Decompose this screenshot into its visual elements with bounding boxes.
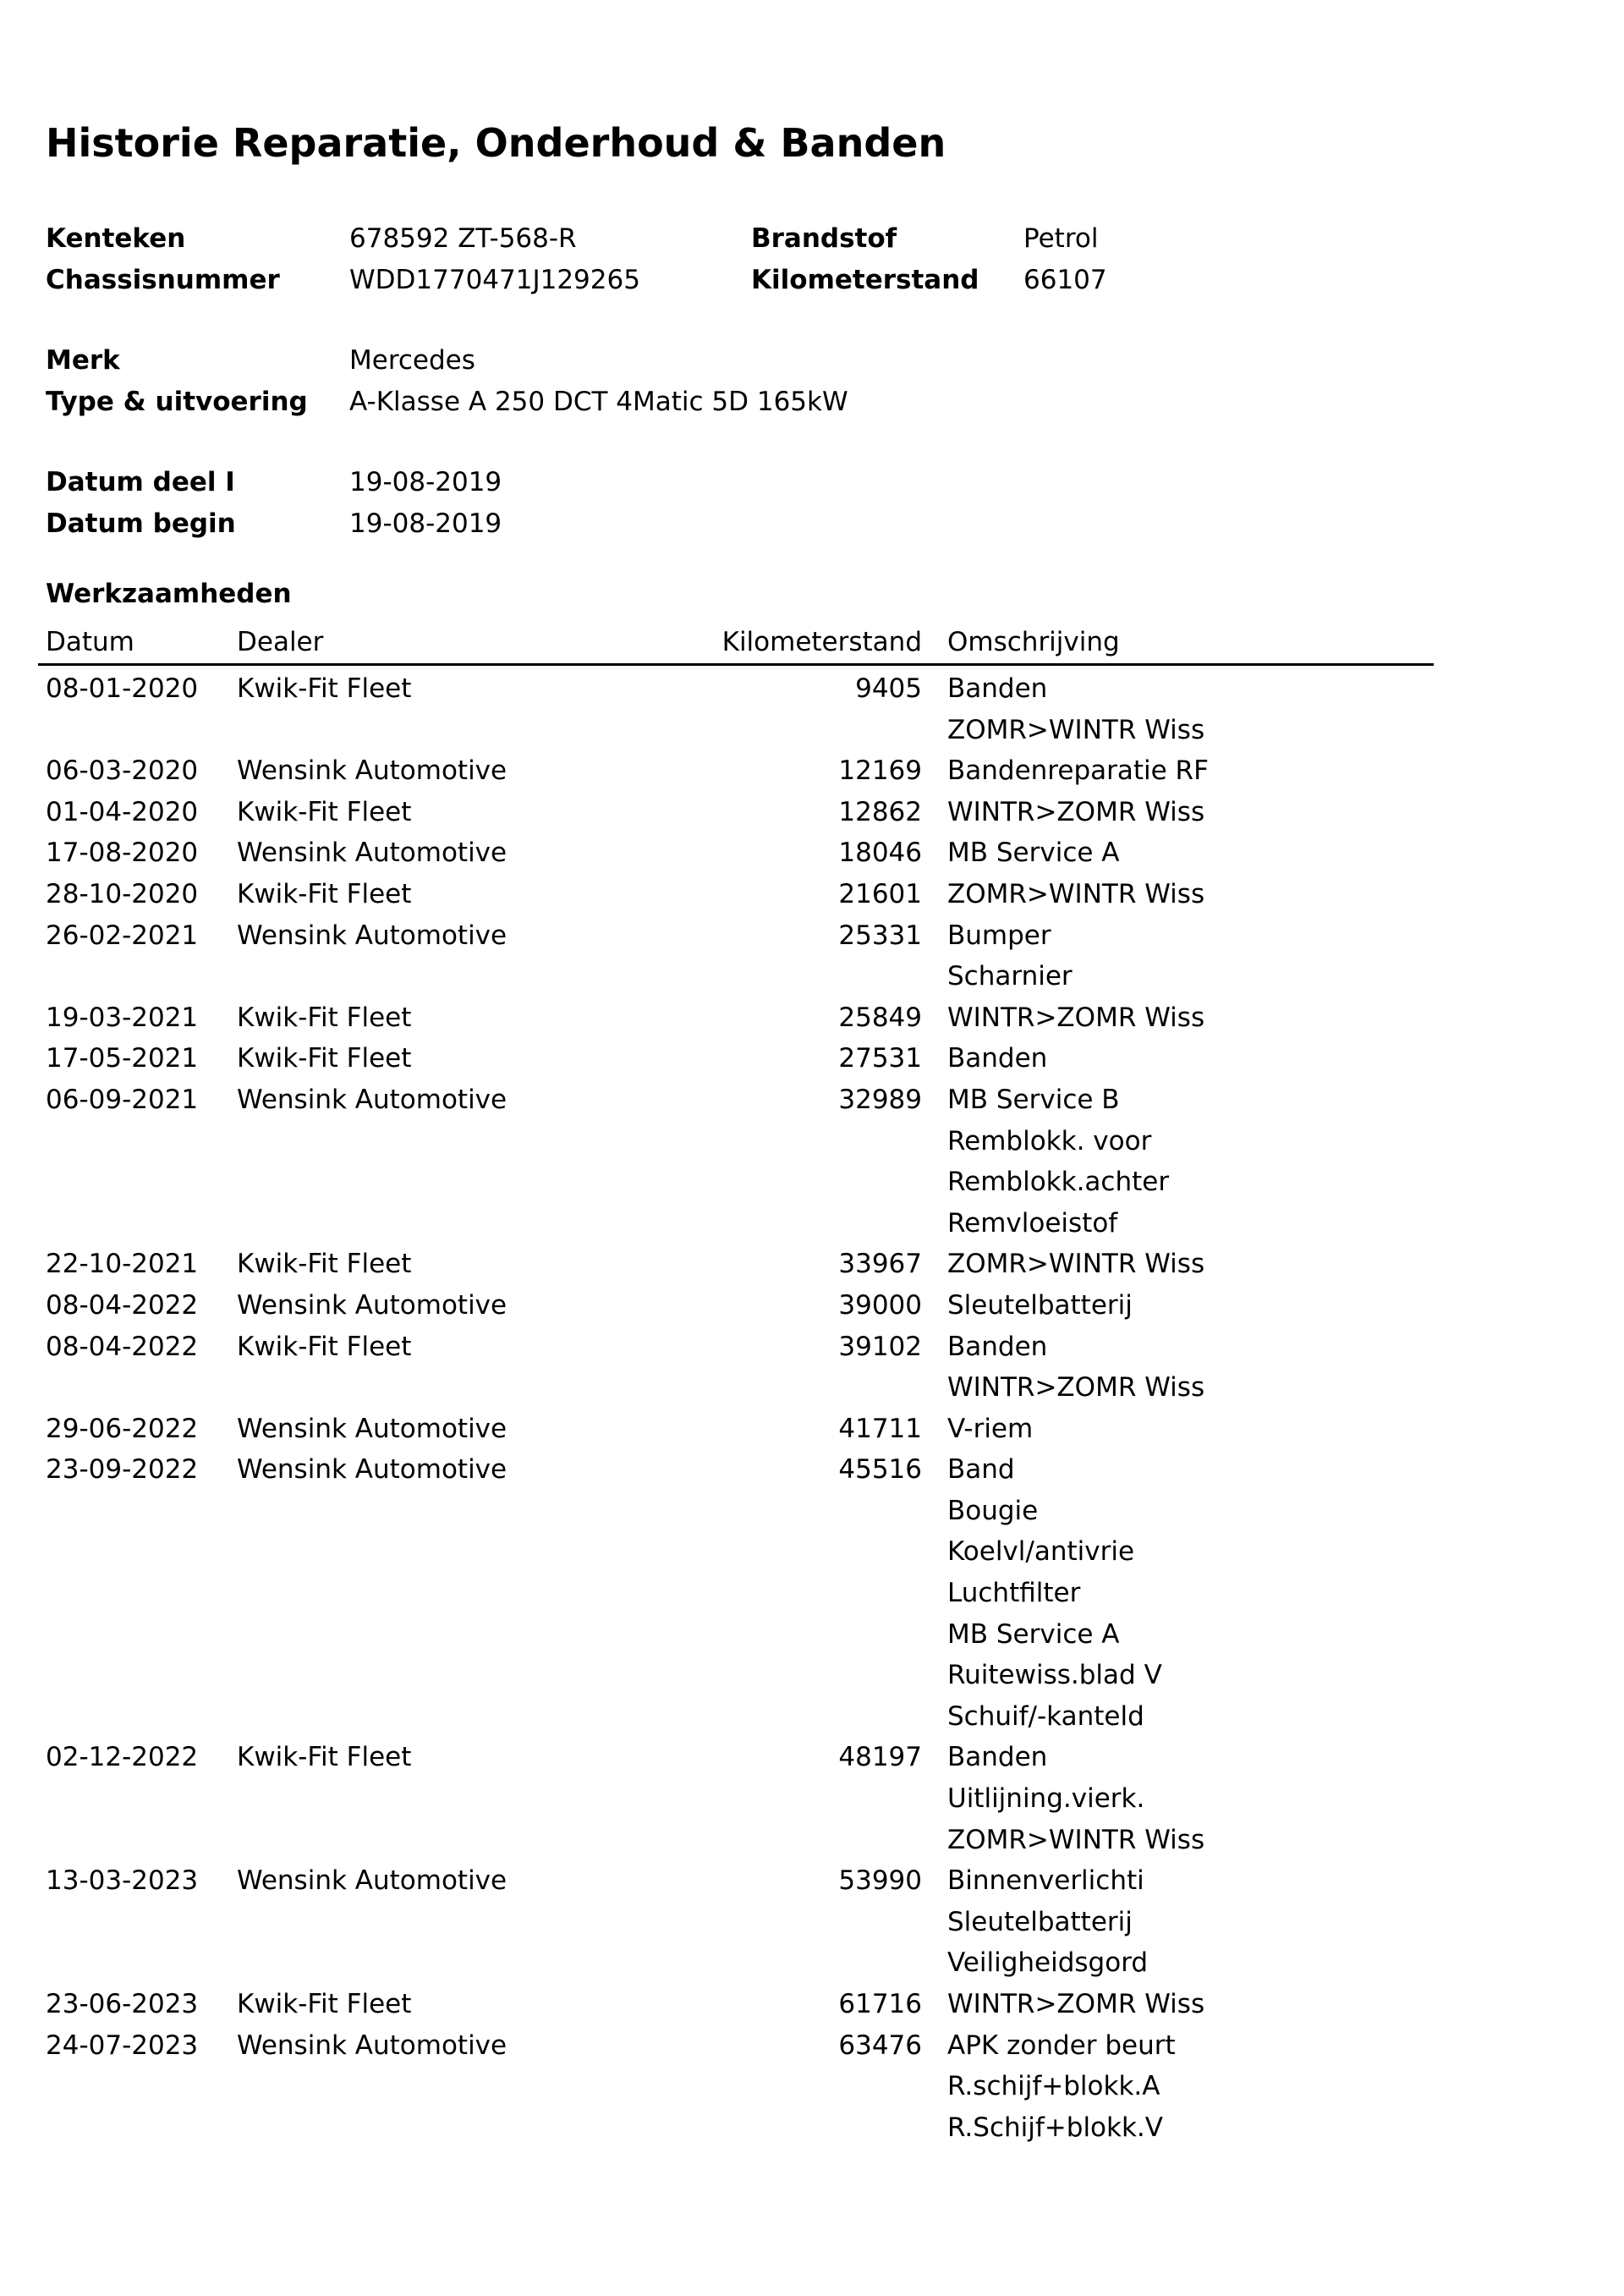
omschrijving-line: Bumper (947, 920, 1051, 951)
cell-dealer: Wensink Automotive (237, 1454, 508, 1486)
cell-kilometerstand: 21601 (838, 878, 922, 909)
table-header (0, 627, 1624, 661)
cell-kilometerstand: 48197 (838, 1742, 922, 1773)
cell-dealer: Kwik-Fit Fleet (237, 1331, 412, 1362)
omschrijving-line: Scharnier (947, 961, 1073, 992)
column-header-kilometerstand: Kilometerstand (721, 627, 922, 657)
table-row (0, 1449, 1624, 1737)
cell-kilometerstand: 39000 (838, 1289, 922, 1321)
cell-kilometerstand: 9405 (855, 673, 922, 704)
omschrijving-line: WINTR>ZOMR Wiss (947, 1989, 1205, 2020)
chassisnummer-label: Chassisnummer (46, 265, 280, 295)
werkzaamheden-table-body (0, 668, 1624, 2148)
omschrijving-line: WINTR>ZOMR Wiss (947, 1002, 1205, 1033)
table-row (0, 1860, 1624, 1984)
cell-omschrijving (947, 1409, 1033, 1450)
table-row (0, 1079, 1624, 1244)
cell-omschrijving (947, 1079, 1169, 1244)
table-row (0, 1984, 1624, 2025)
cell-datum: 17-05-2021 (46, 1043, 199, 1074)
cell-omschrijving (947, 1449, 1162, 1737)
cell-kilometerstand: 27531 (838, 1043, 922, 1074)
datum-begin-value: 19-08-2019 (349, 508, 502, 539)
cell-datum: 06-09-2021 (46, 1084, 199, 1115)
chassisnummer-value: WDD1770471J129265 (349, 265, 640, 295)
table-row (0, 832, 1624, 874)
table-row (0, 750, 1624, 792)
table-row (0, 874, 1624, 915)
cell-datum: 08-04-2022 (46, 1289, 199, 1321)
omschrijving-line: V-riem (947, 1413, 1034, 1444)
cell-omschrijving (947, 750, 1209, 792)
omschrijving-line: Ruitewiss.blad V (947, 1660, 1162, 1691)
omschrijving-line: Schuif/-kanteld (947, 1700, 1144, 1732)
type-label: Type & uitvoering (46, 387, 308, 417)
kilometerstand-value: 66107 (1023, 265, 1107, 295)
cell-dealer: Kwik-Fit Fleet (237, 1002, 412, 1033)
header-divider (38, 663, 1434, 666)
omschrijving-line: Sleutelbatterij (947, 1289, 1133, 1321)
omschrijving-line: MB Service A (947, 838, 1120, 869)
merk-value: Mercedes (349, 345, 475, 376)
cell-dealer: Wensink Automotive (237, 1289, 508, 1321)
cell-kilometerstand: 39102 (838, 1331, 922, 1362)
page-title: Historie Reparatie, Onderhoud & Banden (46, 120, 946, 166)
cell-dealer: Kwik-Fit Fleet (237, 1249, 412, 1280)
cell-kilometerstand: 53990 (838, 1865, 922, 1897)
cell-kilometerstand: 12169 (838, 755, 922, 787)
cell-dealer: Kwik-Fit Fleet (237, 673, 412, 704)
table-row (0, 1737, 1624, 1860)
cell-datum: 24-07-2023 (46, 2030, 199, 2061)
cell-omschrijving (947, 997, 1204, 1039)
table-row (0, 792, 1624, 833)
cell-omschrijving (947, 1737, 1204, 1860)
cell-omschrijving (947, 1285, 1133, 1327)
cell-omschrijving (947, 874, 1204, 915)
table-row (0, 1327, 1624, 1409)
cell-kilometerstand: 25849 (838, 1002, 922, 1033)
omschrijving-line: Banden (947, 673, 1048, 704)
datum-deel-label: Datum deel I (46, 467, 235, 497)
table-row (0, 1285, 1624, 1327)
cell-datum: 13-03-2023 (46, 1865, 199, 1897)
cell-dealer: Kwik-Fit Fleet (237, 1742, 412, 1773)
omschrijving-line: R.schijf+blokk.A (947, 2071, 1160, 2102)
omschrijving-line: MB Service A (947, 1618, 1120, 1650)
cell-datum: 01-04-2020 (46, 796, 199, 827)
cell-kilometerstand: 45516 (838, 1454, 922, 1486)
omschrijving-line: ZOMR>WINTR Wiss (947, 878, 1205, 909)
omschrijving-line: ZOMR>WINTR Wiss (947, 1824, 1205, 1855)
datum-deel-value: 19-08-2019 (349, 467, 502, 497)
cell-dealer: Wensink Automotive (237, 2030, 508, 2061)
kilometerstand-label: Kilometerstand (751, 265, 979, 295)
omschrijving-line: Band (947, 1454, 1015, 1486)
omschrijving-line: ZOMR>WINTR Wiss (947, 1249, 1205, 1280)
cell-kilometerstand: 25331 (838, 920, 922, 951)
cell-dealer: Wensink Automotive (237, 920, 508, 951)
omschrijving-line: Binnenverlichti (947, 1865, 1144, 1897)
table-row (0, 997, 1624, 1039)
cell-omschrijving (947, 1327, 1204, 1409)
cell-datum: 02-12-2022 (46, 1742, 199, 1773)
cell-datum: 26-02-2021 (46, 920, 199, 951)
cell-datum: 23-09-2022 (46, 1454, 199, 1486)
cell-dealer: Kwik-Fit Fleet (237, 796, 412, 827)
cell-datum: 23-06-2023 (46, 1989, 199, 2020)
cell-omschrijving (947, 2025, 1176, 2149)
cell-kilometerstand: 32989 (838, 1084, 922, 1115)
cell-datum: 08-04-2022 (46, 1331, 199, 1362)
cell-datum: 08-01-2020 (46, 673, 199, 704)
cell-omschrijving (947, 1038, 1047, 1079)
cell-kilometerstand: 63476 (838, 2030, 922, 2061)
table-row (0, 1038, 1624, 1079)
omschrijving-line: Remvloeistof (947, 1207, 1118, 1239)
cell-kilometerstand: 18046 (838, 838, 922, 869)
omschrijving-line: Bougie (947, 1495, 1039, 1526)
kenteken-value: 678592 ZT-568-R (349, 223, 577, 254)
omschrijving-line: Bandenreparatie RF (947, 755, 1209, 787)
column-header-dealer: Dealer (237, 627, 324, 657)
omschrijving-line: R.Schijf+blokk.V (947, 2112, 1163, 2143)
omschrijving-line: WINTR>ZOMR Wiss (947, 1372, 1205, 1403)
omschrijving-line: Sleutelbatterij (947, 1906, 1133, 1937)
datum-begin-label: Datum begin (46, 508, 236, 539)
cell-dealer: Wensink Automotive (237, 755, 508, 787)
cell-omschrijving (947, 1984, 1204, 2025)
omschrijving-line: Uitlijning.vierk. (947, 1783, 1145, 1815)
cell-kilometerstand: 41711 (838, 1413, 922, 1444)
cell-omschrijving (947, 915, 1073, 997)
omschrijving-line: Luchtfilter (947, 1578, 1081, 1609)
type-value: A-Klasse A 250 DCT 4Matic 5D 165kW (349, 387, 848, 417)
omschrijving-line: Veiligheidsgord (947, 1947, 1149, 1979)
omschrijving-line: Remblokk.achter (947, 1167, 1170, 1198)
cell-dealer: Wensink Automotive (237, 838, 508, 869)
omschrijving-line: ZOMR>WINTR Wiss (947, 714, 1205, 745)
werkzaamheden-title: Werkzaamheden (46, 579, 292, 609)
column-header-omschrijving: Omschrijving (947, 627, 1120, 657)
omschrijving-line: Banden (947, 1331, 1048, 1362)
table-row (0, 2025, 1624, 2149)
omschrijving-line: APK zonder beurt (947, 2030, 1176, 2061)
cell-omschrijving (947, 792, 1204, 833)
cell-datum: 19-03-2021 (46, 1002, 199, 1033)
kenteken-label: Kenteken (46, 223, 186, 254)
brandstof-label: Brandstof (751, 223, 897, 254)
cell-datum: 22-10-2021 (46, 1249, 199, 1280)
cell-datum: 17-08-2020 (46, 838, 199, 869)
omschrijving-line: MB Service B (947, 1084, 1120, 1115)
merk-label: Merk (46, 345, 120, 376)
table-row (0, 1409, 1624, 1450)
column-header-datum: Datum (46, 627, 134, 657)
cell-omschrijving (947, 1244, 1204, 1285)
cell-omschrijving (947, 668, 1204, 750)
cell-dealer: Wensink Automotive (237, 1413, 508, 1444)
cell-dealer: Kwik-Fit Fleet (237, 1989, 412, 2020)
omschrijving-line: Banden (947, 1742, 1048, 1773)
cell-kilometerstand: 61716 (838, 1989, 922, 2020)
brandstof-value: Petrol (1023, 223, 1099, 254)
omschrijving-line: WINTR>ZOMR Wiss (947, 796, 1205, 827)
cell-omschrijving (947, 832, 1120, 874)
omschrijving-line: Banden (947, 1043, 1048, 1074)
cell-dealer: Kwik-Fit Fleet (237, 878, 412, 909)
omschrijving-line: Remblokk. voor (947, 1125, 1152, 1156)
cell-dealer: Kwik-Fit Fleet (237, 1043, 412, 1074)
table-row (0, 668, 1624, 750)
table-row (0, 1244, 1624, 1285)
omschrijving-line: Koelvl/antivrie (947, 1536, 1135, 1568)
cell-omschrijving (947, 1860, 1148, 1984)
cell-dealer: Wensink Automotive (237, 1865, 508, 1897)
cell-kilometerstand: 33967 (838, 1249, 922, 1280)
cell-datum: 06-03-2020 (46, 755, 199, 787)
cell-datum: 29-06-2022 (46, 1413, 199, 1444)
cell-dealer: Wensink Automotive (237, 1084, 508, 1115)
table-row (0, 915, 1624, 997)
cell-kilometerstand: 12862 (838, 796, 922, 827)
cell-datum: 28-10-2020 (46, 878, 199, 909)
